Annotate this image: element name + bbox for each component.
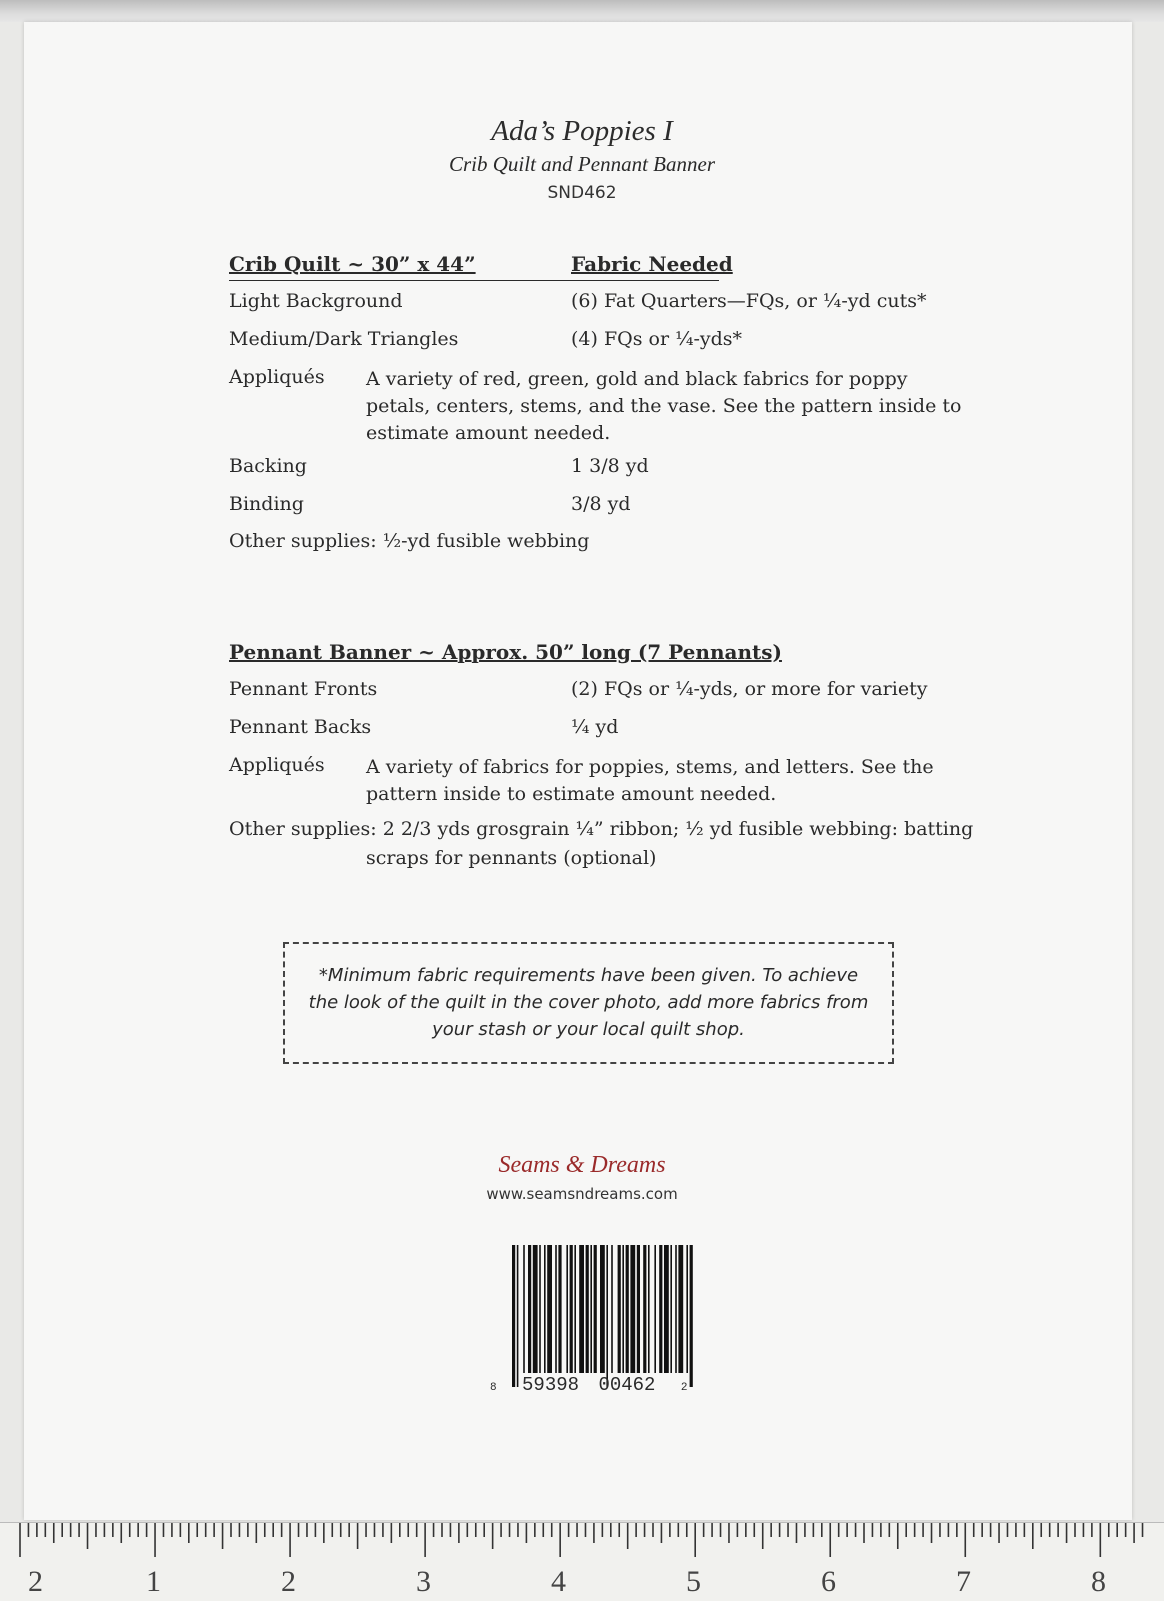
barcode-bar <box>618 1245 621 1373</box>
brand-logo: Seams & Dreams <box>498 1152 666 1178</box>
row-value: 1 3/8 yd <box>571 455 649 477</box>
barcode-bar <box>670 1245 672 1373</box>
scan-top-edge <box>0 0 1164 22</box>
row-label: Backing <box>229 455 307 477</box>
pattern-subtitle: Crib Quilt and Pennant Banner <box>449 152 715 176</box>
minimum-requirements-note <box>283 942 894 1064</box>
row-label: Medium/Dark Triangles <box>229 328 459 350</box>
note-line: the look of the quilt in the cover photo, add more fabrics from <box>308 992 869 1013</box>
barcode-bar <box>586 1245 589 1373</box>
barcode-bar <box>555 1245 557 1373</box>
ruler-number: 5 <box>686 1565 701 1598</box>
row-label: Pennant Backs <box>229 716 372 738</box>
barcode-bar <box>643 1245 646 1373</box>
barcode-lead-digit: 8 <box>490 1382 497 1394</box>
pennant-other-supplies: Other supplies: 2 2/3 yds grosgrain ¼” ribbon; ½ yd fusible webbing: batting <box>229 818 974 840</box>
fabric-needed-heading: Fabric Needed <box>571 252 733 276</box>
barcode-bar <box>675 1245 677 1373</box>
ruler-number: 2 <box>281 1565 296 1598</box>
crib-other-supplies: Other supplies: ½-yd fusible webbing <box>229 530 590 552</box>
ruler-number: 8 <box>1091 1565 1106 1598</box>
barcode-bar <box>637 1245 640 1373</box>
row-value: (4) FQs or ¼-yds* <box>571 328 743 350</box>
brand-url: www.seamsndreams.com <box>486 1185 678 1203</box>
ruler-number: 4 <box>551 1565 566 1598</box>
header <box>0 115 1164 203</box>
upc-barcode <box>510 1245 698 1395</box>
ruler-number: 7 <box>956 1565 971 1598</box>
ruler-ticks <box>0 1523 1164 1563</box>
barcode-bar <box>590 1245 592 1373</box>
pennant-appliques-label: Appliqués <box>229 754 325 776</box>
ruler-number: 2 <box>28 1565 43 1598</box>
barcode-bar <box>678 1245 683 1373</box>
pennant-banner-heading: Pennant Banner ~ Approx. 50” long (7 Pennants) <box>229 640 782 664</box>
barcode-bar <box>611 1245 613 1373</box>
note-line: your stash or your local quilt shop. <box>432 1019 745 1040</box>
pattern-code: SND462 <box>547 183 617 203</box>
barcode-bar <box>626 1245 629 1373</box>
barcode-bar <box>533 1245 538 1373</box>
row-value: (2) FQs or ¼-yds, or more for variety <box>571 678 928 700</box>
barcode-bar <box>547 1245 552 1373</box>
row-value: ¼ yd <box>571 716 619 738</box>
barcode-bar <box>523 1245 525 1373</box>
pennant-appliques-text: A variety of fabrics for poppies, stems, and letters. See the pattern inside to estimate amount needed. <box>366 756 934 805</box>
barcode-number <box>490 1374 720 1396</box>
barcode-bar <box>659 1245 662 1373</box>
barcode-bar <box>512 1245 515 1387</box>
note-line: *Minimum fabric requirements have been given. To achieve <box>318 965 859 986</box>
barcode-bar <box>566 1245 568 1373</box>
row-value: 3/8 yd <box>571 493 631 515</box>
barcode-bar <box>600 1245 605 1373</box>
barcode-bar <box>539 1245 541 1373</box>
barcode-bar <box>570 1245 573 1373</box>
barcode-bar <box>579 1245 584 1373</box>
crib-appliques-label: Appliqués <box>229 366 325 388</box>
barcode-bar <box>606 1245 608 1387</box>
barcode-bar <box>664 1245 669 1373</box>
barcode-bar <box>654 1245 656 1373</box>
crib-appliques-text: A variety of red, green, gold and black fabrics for poppy petals, centers, stems, and the vase. See the pattern inside to estimate amount needed. <box>366 368 962 444</box>
barcode-group-2: 00462 <box>598 1374 656 1396</box>
pennant-other-supplies-cont: scraps for pennants (optional) <box>366 847 657 869</box>
barcode-bar <box>630 1245 635 1373</box>
pattern-title: Ada’s Poppies I <box>491 115 673 147</box>
barcode-bar <box>574 1245 576 1373</box>
barcode-bar <box>648 1245 650 1373</box>
measuring-ruler <box>0 1522 1164 1601</box>
barcode-bar <box>517 1245 519 1387</box>
row-value: (6) Fat Quarters—FQs, or ¼-yd cuts* <box>571 290 927 312</box>
barcode-bar <box>528 1245 531 1373</box>
barcode-check-digit: 2 <box>680 1382 688 1394</box>
crib-quilt-heading: Crib Quilt ~ 30” x 44” <box>229 252 476 276</box>
barcode-bar <box>686 1245 688 1373</box>
heading-rule <box>229 280 719 281</box>
barcode-bar <box>622 1245 624 1373</box>
row-label: Light Background <box>229 290 403 312</box>
row-label: Pennant Fronts <box>229 678 378 700</box>
ruler-number: 1 <box>146 1565 161 1598</box>
row-label: Binding <box>229 493 304 515</box>
ruler-number: 6 <box>821 1565 836 1598</box>
barcode-bar <box>544 1245 546 1373</box>
barcode-bar <box>690 1245 693 1387</box>
ruler-number: 3 <box>416 1565 431 1598</box>
barcode-bar <box>558 1245 561 1373</box>
barcode-bar <box>594 1245 597 1373</box>
brand-block <box>0 1152 1164 1203</box>
barcode-group-1: 59398 <box>522 1374 580 1396</box>
